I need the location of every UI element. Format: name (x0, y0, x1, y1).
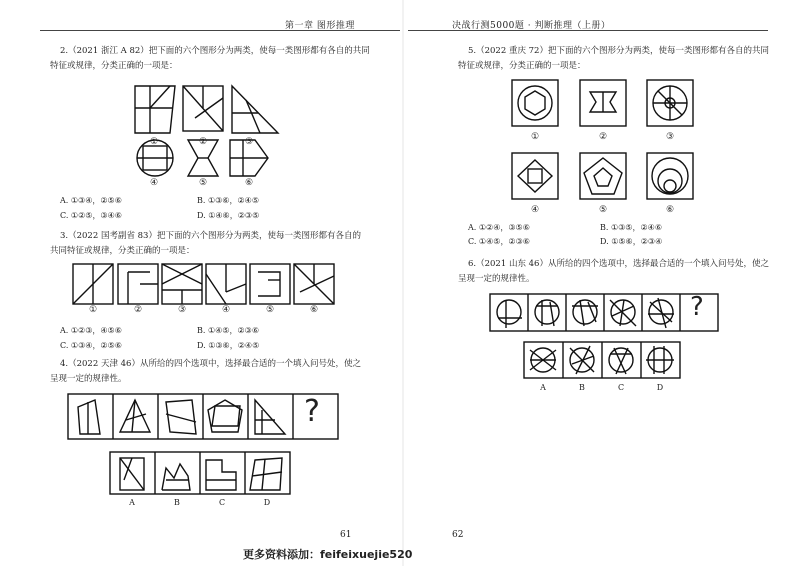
q5-figure-6 (647, 153, 693, 199)
q5-figure-4 (512, 153, 558, 199)
q5-figure-3 (647, 80, 693, 126)
q4-question-mark: ? (304, 394, 320, 429)
q5-option-a[interactable]: A. ①②④，③⑤⑥ (468, 223, 530, 232)
q2-stem-line2: 特征或规律，分类正确的一项是： (50, 61, 178, 71)
q3-figure-1 (73, 264, 113, 304)
q3-figure-2 (118, 264, 158, 304)
q5-label-5: ⑤ (598, 205, 608, 215)
q3-label-1: ① (88, 305, 98, 315)
q5-label-1: ① (530, 132, 540, 142)
footer-contact-text: 更多资料添加：feifeixuejie520 (243, 548, 413, 561)
header-chapter: 第一章 图形推理 (285, 21, 355, 31)
q3-option-c[interactable]: C. ①③④，②⑤⑥ (60, 341, 122, 350)
q3-figures (0, 262, 400, 322)
q6-choice-c-label[interactable]: C (617, 383, 625, 392)
q2-label-1: ① (149, 137, 159, 147)
q3-label-3: ③ (177, 305, 187, 315)
q6-stem-line1: 6.（2021 山东 46）从所给的四个选项中，选择最合适的一个填入问号处，使之 (468, 259, 769, 269)
q2-label-4: ④ (149, 178, 159, 188)
q4-choice-d-label[interactable]: D (263, 498, 271, 507)
q3-stem-line2: 共同特征或规律，分类正确的一项是： (50, 246, 195, 256)
q5-stem-line2: 特征或规律，分类正确的一项是： (458, 61, 586, 71)
q5-figure-5 (580, 153, 626, 199)
q4-stem-line2: 呈现一定的规律性。 (50, 374, 127, 384)
q2-figure-1 (135, 86, 175, 133)
q6-choice-b-figure (570, 346, 594, 374)
q5-label-2: ② (598, 132, 608, 142)
q4-choice-b-label[interactable]: B (174, 498, 180, 507)
q5-option-c[interactable]: C. ①④⑤，②③⑥ (468, 237, 530, 246)
q6-question-mark: ? (690, 292, 704, 322)
q4-seq-figure-2 (120, 400, 150, 432)
q4-choice-c-figure (206, 460, 236, 490)
q4-choice-c-label[interactable]: C (218, 498, 226, 507)
q2-label-2: ② (198, 137, 208, 147)
header-book-title: 决战行测5000题 · 判断推理（上册） (452, 21, 611, 31)
q2-label-5: ⑤ (198, 178, 208, 188)
q4-choice-a-figure (120, 458, 144, 490)
q2-figure-3 (232, 86, 278, 133)
right-page-number: 62 (452, 530, 464, 540)
q4-seq-figure-3 (166, 400, 196, 434)
q3-figure-5 (250, 264, 290, 304)
q6-choice-d-figure (646, 346, 674, 374)
q4-choice-b-figure (162, 464, 190, 490)
q4-sequence (0, 392, 400, 452)
q4-seq-figure-5 (255, 400, 285, 434)
q2-label-6: ⑥ (244, 178, 254, 188)
q3-label-6: ⑥ (309, 305, 319, 315)
q5-label-6: ⑥ (665, 205, 675, 215)
q2-option-a[interactable]: A. ①③④，②⑤⑥ (60, 196, 122, 205)
q3-label-5: ⑤ (265, 305, 275, 315)
q3-label-4: ④ (221, 305, 231, 315)
q2-figure-2 (183, 86, 223, 131)
q6-seq-figure-2 (535, 300, 559, 326)
q6-choice-d-label[interactable]: D (656, 383, 664, 392)
q4-choice-d-figure (250, 458, 282, 490)
q3-label-2: ② (133, 305, 143, 315)
q3-figure-4 (206, 264, 246, 304)
q5-figure-1 (512, 80, 558, 126)
q6-seq-figure-5 (648, 298, 674, 328)
q4-seq-figure-4 (208, 400, 242, 432)
q6-choice-a-label[interactable]: A (540, 383, 546, 392)
q3-option-b[interactable]: B. ①④⑤，②③⑥ (197, 326, 259, 335)
q5-option-d[interactable]: D. ①⑤⑥，②③④ (600, 237, 663, 246)
q4-choice-a-label[interactable]: A (129, 498, 135, 507)
q6-choice-c-figure (609, 348, 633, 374)
q4-seq-figure-1 (78, 400, 100, 434)
q2-option-b[interactable]: B. ①③⑥，②④⑤ (197, 196, 259, 205)
q6-sequence (400, 292, 800, 342)
left-page-number: 61 (340, 530, 352, 540)
q3-figure-6 (294, 264, 334, 304)
q3-stem-line1: 3.（2022 国考副省 83）把下面的六个图形分为两类，使每一类图形都有各自的 (60, 231, 361, 241)
q5-label-4: ④ (530, 205, 540, 215)
q6-choice-b-label[interactable]: B (579, 383, 585, 392)
q2-option-d[interactable]: D. ①④⑥，②③⑤ (197, 211, 260, 220)
q2-label-3: ③ (244, 137, 254, 147)
q6-seq-figure-4 (610, 300, 636, 326)
q5-label-3: ③ (665, 132, 675, 142)
q3-option-a[interactable]: A. ①②③，④⑤⑥ (60, 326, 122, 335)
q4-choices (0, 450, 400, 510)
q2-stem-line1: 2.（2021 浙江 A 82）把下面的六个图形分为两类，使每一类图形都有各自的共同 (60, 46, 370, 56)
q5-figure-2 (580, 80, 626, 126)
q6-seq-figure-1 (497, 300, 522, 328)
q4-stem-line1: 4.（2022 天津 46）从所给的四个选项中，选择最合适的一个填入问号处，使之 (60, 359, 361, 369)
q6-choice-a-figure (530, 348, 556, 372)
q6-stem-line2: 呈现一定的规律性。 (458, 274, 535, 284)
q5-stem-line1: 5.（2022 重庆 72）把下面的六个图形分为两类，使每一类图形都有各自的共同 (468, 46, 769, 56)
q3-figure-3 (162, 264, 202, 304)
q2-option-c[interactable]: C. ①②⑤，③④⑥ (60, 211, 122, 220)
q5-option-b[interactable]: B. ①③⑤，②④⑥ (600, 223, 662, 232)
q6-seq-figure-3 (572, 300, 598, 326)
q3-option-d[interactable]: D. ①③⑥，②④⑤ (197, 341, 260, 350)
q6-choices (400, 340, 800, 390)
